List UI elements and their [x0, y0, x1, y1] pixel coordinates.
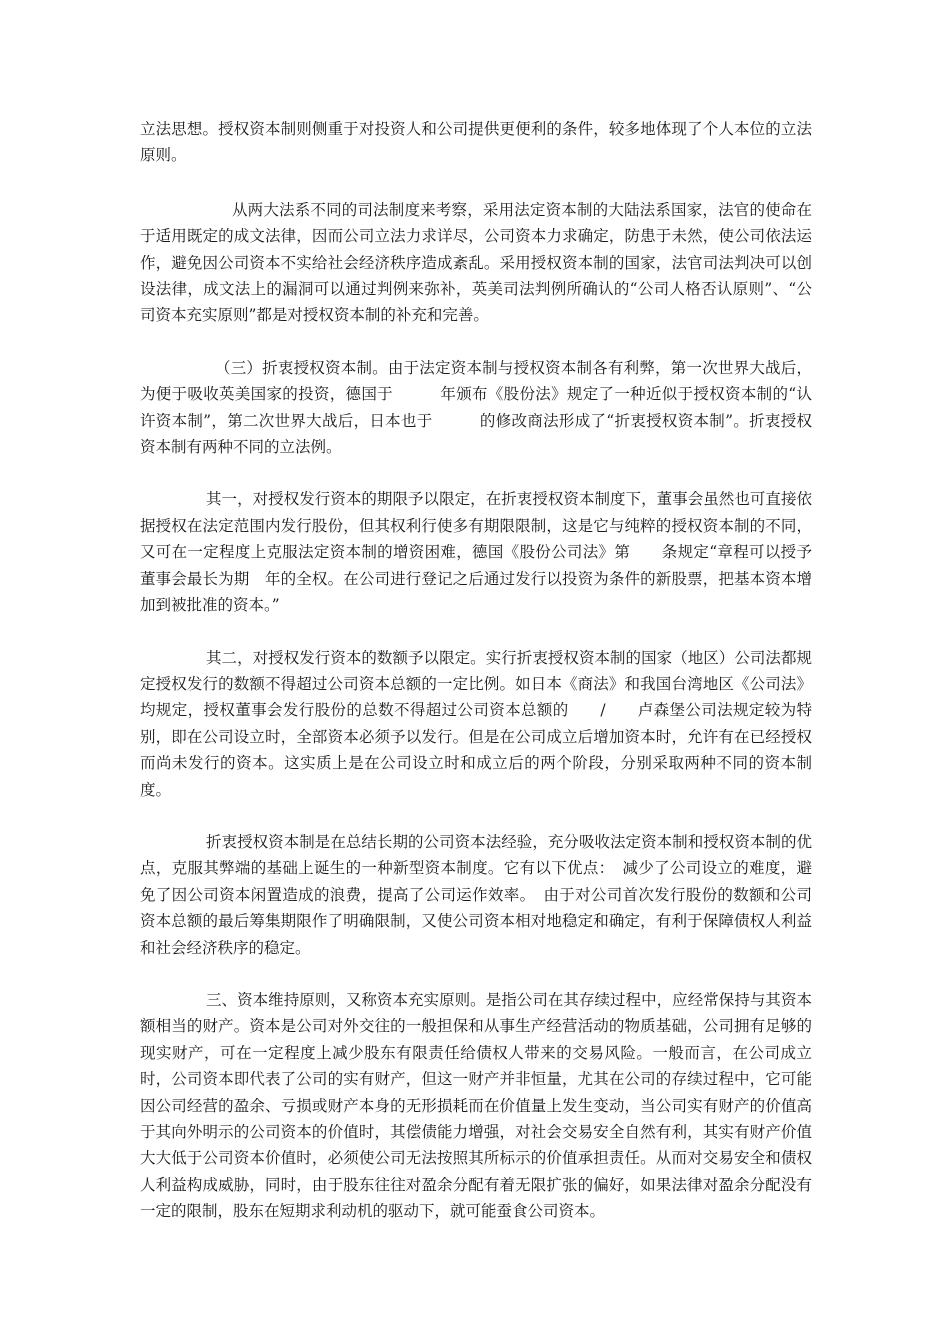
paragraph-second-limit-amount: 其二，对授权发行资本的数额予以限定。实行折衷授权资本制的国家（地区）公司法都规定授权发行的数额不得超过公司资本总额的一定比例。如日本《商法》和我国台湾地区《公司法》均规定，授权董事会发行股份的总数不得超过公司资本总额的 / 卢森堡公司法规定较为特别，即在公司设立时，全部资本必须予以发行。但是在公司成立后增加资本时，允许有在已经授权而尚未发行的资本。这实质上是在公司设立时和成立后的两个阶段，分别采取两种不同的资本制度。	[140, 648, 812, 799]
paragraph-continuation: 立法思想。授权资本制则侧重于对投资人和公司提供更便利的条件，较多地体现了个人本位的立法原则。	[140, 120, 812, 165]
paragraph-capital-maintenance: 三、资本维持原则，又称资本充实原则。是指公司在其存续过程中，应经常保持与其资本额相当的财产。资本是公司对外交往的一般担保和从事生产经营活动的物质基础，公司拥有足够的现实财产，可在一定程度上减少股东有限责任给债权人带来的交易风险。一般而言，在公司成立时，公司资本即代表了公司的实有财产，但这一财产并非恒量，尤其在公司的存续过程中，它可能因公司经营的盈余、亏损或财产本身的无形损耗而在价值量上发生变动，当公司实有财产的价值高于其向外明示的公司资本的价值时，其偿债能力增强，对社会交易安全自然有利，其实有财产价值大大低于公司资本价值时，必须使公司无法按照其所标示的价值承担责任。从而对交易安全和债权人利益构成威胁，同时，由于股东往往对盈余分配有着无限扩张的偏好，如果法律对盈余分配没有一定的限制，股东在短期求利动机的驱动下，就可能蚕食公司资本。	[140, 990, 812, 1221]
paragraph-judicial-systems: 从两大法系不同的司法制度来考察，采用法定资本制的大陆法系国家，法官的使命在于适用既定的成文法律，因而公司立法力求详尽，公司资本力求确定，防患于未然，使公司依法运作，避免因公司资本不实给社会经济秩序造成紊乱。采用授权资本制的国家，法官司法判决可以创设法律，成文法上的漏洞可以通过判例来弥补，英美司法判例所确认的“公司人格否认原则”、“公司资本充实原则”都是对授权资本制的补充和完善。	[140, 200, 812, 325]
paragraph-advantages: 折衷授权资本制是在总结长期的公司资本法经验，充分吸收法定资本制和授权资本制的优点，克服其弊端的基础上诞生的一种新型资本制度。它有以下优点： 减少了公司设立的难度，避免了因公司资本闲置造成的浪费，提高了公司运作效率。 由于对公司首次发行股份的数额和公司资本总额的最后筹集期限作了明确限制，又使公司资本相对地稳定和确定，有利于保障债权人利益和社会经济秩序的稳定。	[140, 832, 812, 957]
paragraph-compromise-authorized-capital: （三）折衷授权资本制。由于法定资本制与授权资本制各有利弊，第一次世界大战后，为便于吸收英美国家的投资，德国于 年颁布《股份法》规定了一种近似于授权资本制的“认许资本制”，第二次世界大战后，日本也于 的修改商法形成了“折衷授权资本制”。折衷授权资本制有两种不同的立法例。	[140, 358, 812, 457]
document-body	[140, 116, 812, 1251]
paragraph-first-limit-term: 其一，对授权发行资本的期限予以限定，在折衷授权资本制度下，董事会虽然也可直接依据授权在法定范围内发行股份，但其权利行使多有期限限制，这是它与纯粹的授权资本制的不同，又可在一定程度上克服法定资本制的增资困难，德国《股份公司法》第 条规定“章程可以授予董事会最长为期 年的全权。在公司进行登记之后通过发行以投资为条件的新股票，把基本资本增加到被批准的资本。”	[140, 490, 812, 615]
